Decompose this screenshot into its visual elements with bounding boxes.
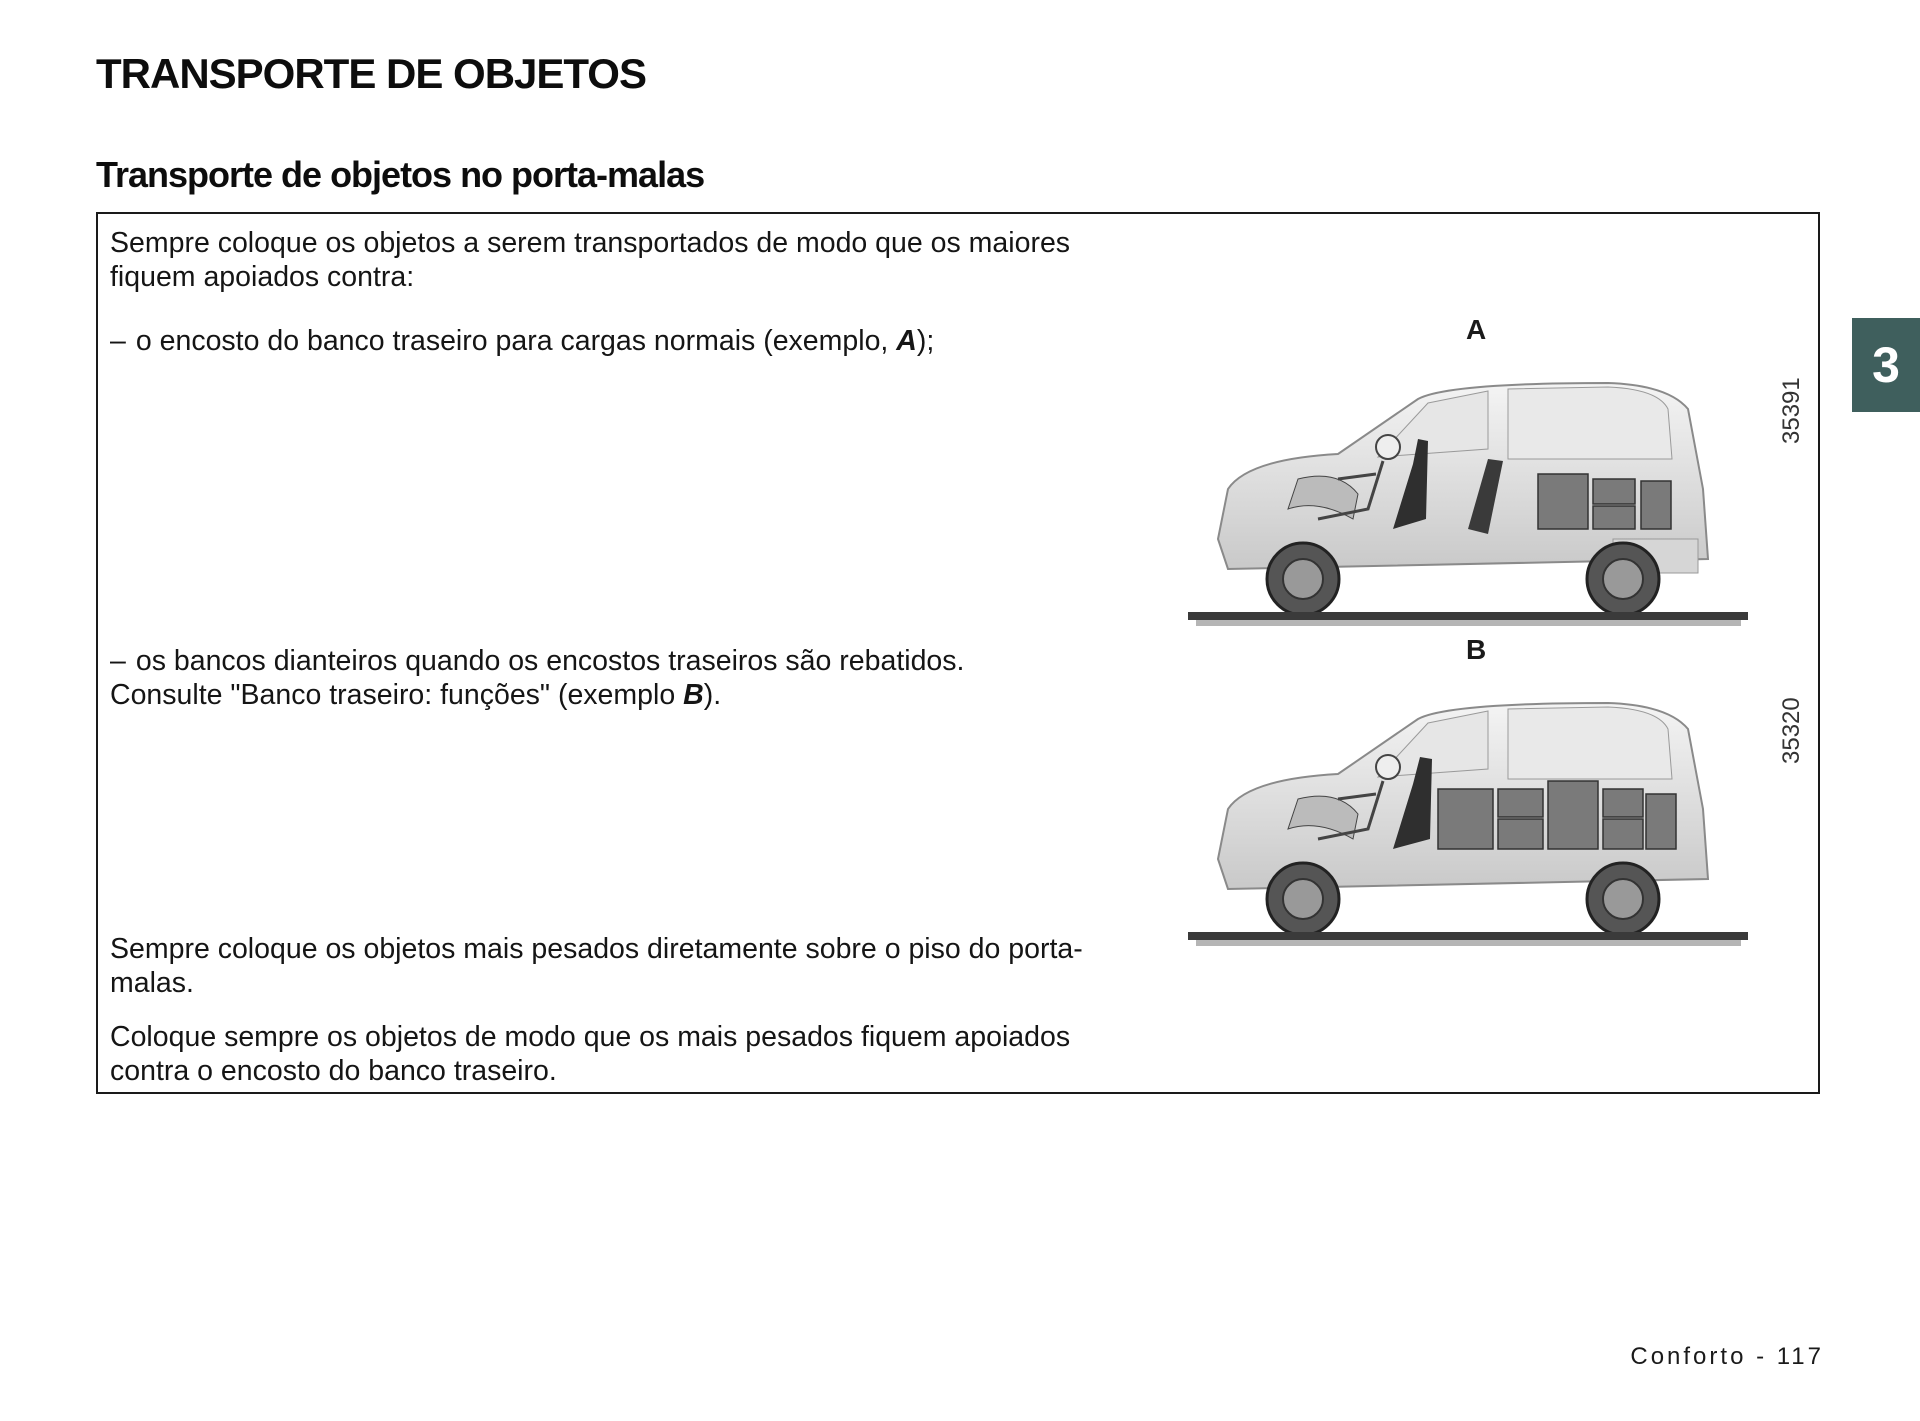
figure-b-code: 35320 <box>1778 697 1805 764</box>
van-illustration-a <box>1188 369 1748 649</box>
page-title: TRANSPORTE DE OBJETOS <box>96 50 646 97</box>
item-a-text <box>110 324 1150 358</box>
item-b-line1: os bancos dianteiros quando os encostos traseiros são rebatidos. <box>135 645 965 677</box>
item-b-text <box>110 644 1150 712</box>
figure-a-code: 35391 <box>1778 377 1805 444</box>
item-b-suffix: ). <box>703 679 722 711</box>
item-b-letter: B <box>683 679 704 711</box>
content-box <box>96 212 1820 1094</box>
figure-b-label: B <box>1466 634 1487 665</box>
item-a-suffix: ); <box>916 325 935 357</box>
item-b-dash: – <box>110 645 126 677</box>
item-a-dash: – <box>110 325 126 357</box>
section-title: Transporte de objetos no porta-malas <box>96 154 705 195</box>
heavy-note-2: Coloque sempre os objetos de modo que os mais pesados fiquem apoiados contra o encosto do banco traseiro. <box>110 1021 1071 1087</box>
item-b-prefix: Consulte "Banco traseiro: funções" (exemplo <box>110 679 676 711</box>
item-a-prefix: o encosto do banco traseiro para cargas normais (exemplo, <box>135 325 889 357</box>
figure-a-label: A <box>1466 314 1487 345</box>
heavy-note: Sempre coloque os objetos mais pesados diretamente sobre o piso do porta-malas. <box>110 933 1083 999</box>
item-a-letter: A <box>896 325 917 357</box>
page-footer: Conforto - 117 <box>1630 1343 1824 1370</box>
chapter-tab: 3 <box>1852 318 1920 412</box>
intro-text: Sempre coloque os objetos a serem transportados de modo que os maiores fiquem apoiados contra: <box>110 227 1071 293</box>
van-illustration-b <box>1188 689 1748 969</box>
